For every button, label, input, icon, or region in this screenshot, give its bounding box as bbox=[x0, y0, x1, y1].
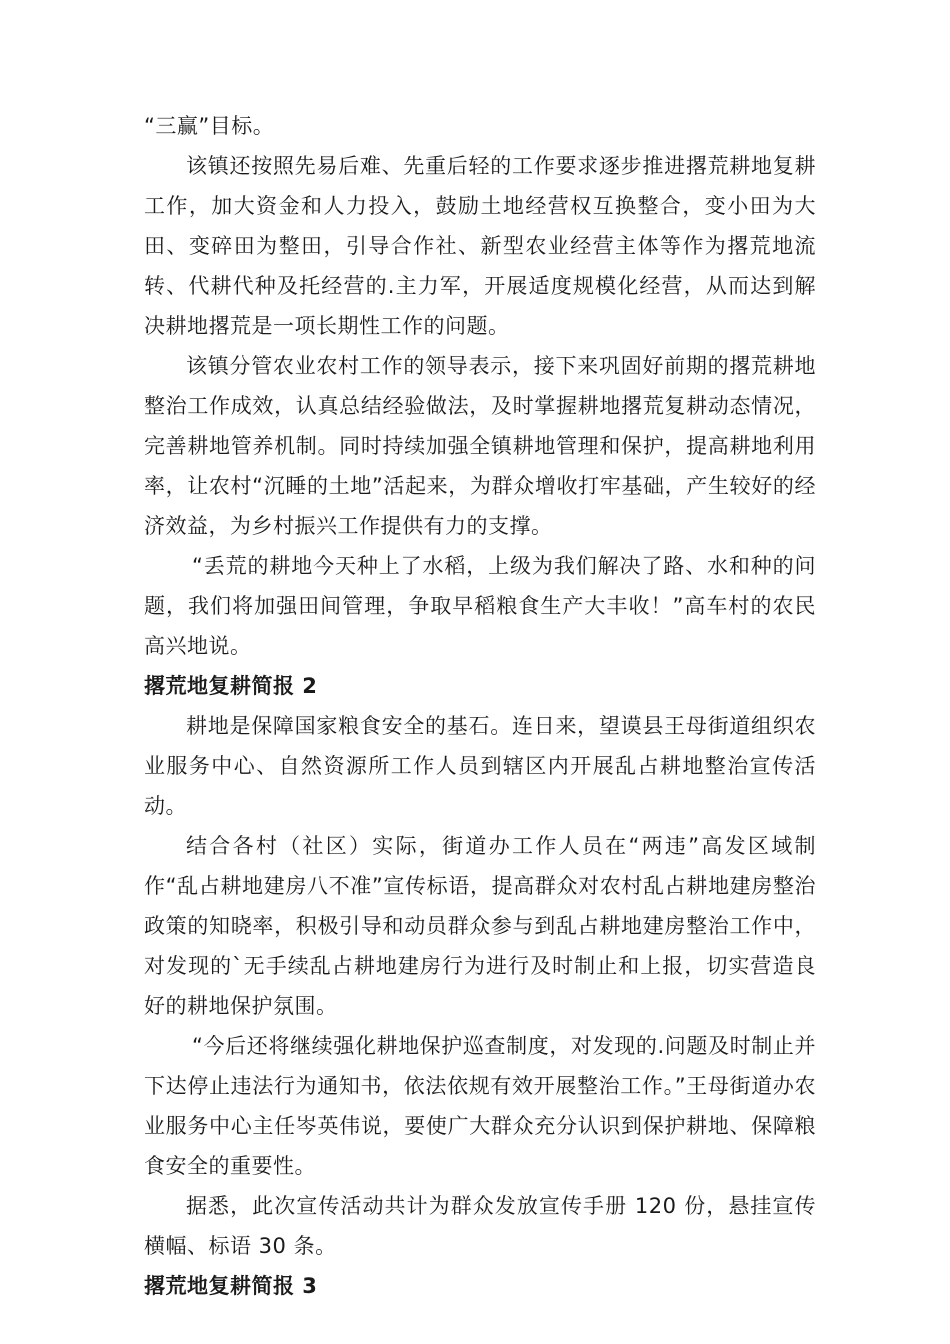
paragraph: 耕地是保障国家粮食安全的基石。连日来，望谟县王母街道组织农业服务中心、自然资源所工作人员到辖区内开展乱占耕地整治宣传活动。 bbox=[144, 714, 816, 818]
paragraph: 据悉，此次宣传活动共计为群众发放宣传手册 120 份，悬挂宣传横幅、标语 30 条。 bbox=[144, 1194, 816, 1258]
document-body bbox=[144, 106, 816, 1306]
paragraph: 该镇分管农业农村工作的领导表示，接下来巩固好前期的撂荒耕地整治工作成效，认真总结经验做法，及时掌握耕地撂荒复耕动态情况，完善耕地管养机制。同时持续加强全镇耕地管理和保护，提高耕地利用率，让农村“沉睡的土地”活起来，为群众增收打牢基础，产生较好的经济效益，为乡村振兴工作提供有力的支撑。 bbox=[144, 354, 816, 538]
paragraph-fragment: “三赢”目标。 bbox=[144, 114, 275, 138]
paragraph: 结合各村（社区）实际，街道办工作人员在“两违”高发区域制作“乱占耕地建房八不准”宣传标语，提高群众对农村乱占耕地建房整治政策的知晓率，积极引导和动员群众参与到乱占耕地建房整治工作中，对发现的`无手续乱占耕地建房行为进行及时制止和上报，切实营造良好的耕地保护氛围。 bbox=[144, 834, 816, 1018]
section-heading: 撂荒地复耕简报 2 bbox=[144, 674, 318, 698]
paragraph: 该镇还按照先易后难、先重后轻的工作要求逐步推进撂荒耕地复耕工作，加大资金和人力投入，鼓励土地经营权互换整合，变小田为大田、变碎田为整田，引导合作社、新型农业经营主体等作为撂荒地流转、代耕代种及托经营的.主力军，开展适度规模化经营，从而达到解决耕地撂荒是一项长期性工作的问题。 bbox=[144, 154, 816, 338]
quote-paragraph: “今后还将继续强化耕地保护巡查制度，对发现的.问题及时制止并下达停止违法行为通知书，依法依规有效开展整治工作。”王母街道办农业服务中心主任岑英伟说，要使广大群众充分认识到保护耕地、保障粮食安全的重要性。 bbox=[144, 1034, 816, 1178]
section-heading: 撂荒地复耕简报 3 bbox=[144, 1274, 318, 1298]
quote-paragraph: “丢荒的耕地今天种上了水稻，上级为我们解决了路、水和种的问题，我们将加强田间管理，争取早稻粮食生产大丰收！”高车村的农民高兴地说。 bbox=[144, 554, 816, 658]
